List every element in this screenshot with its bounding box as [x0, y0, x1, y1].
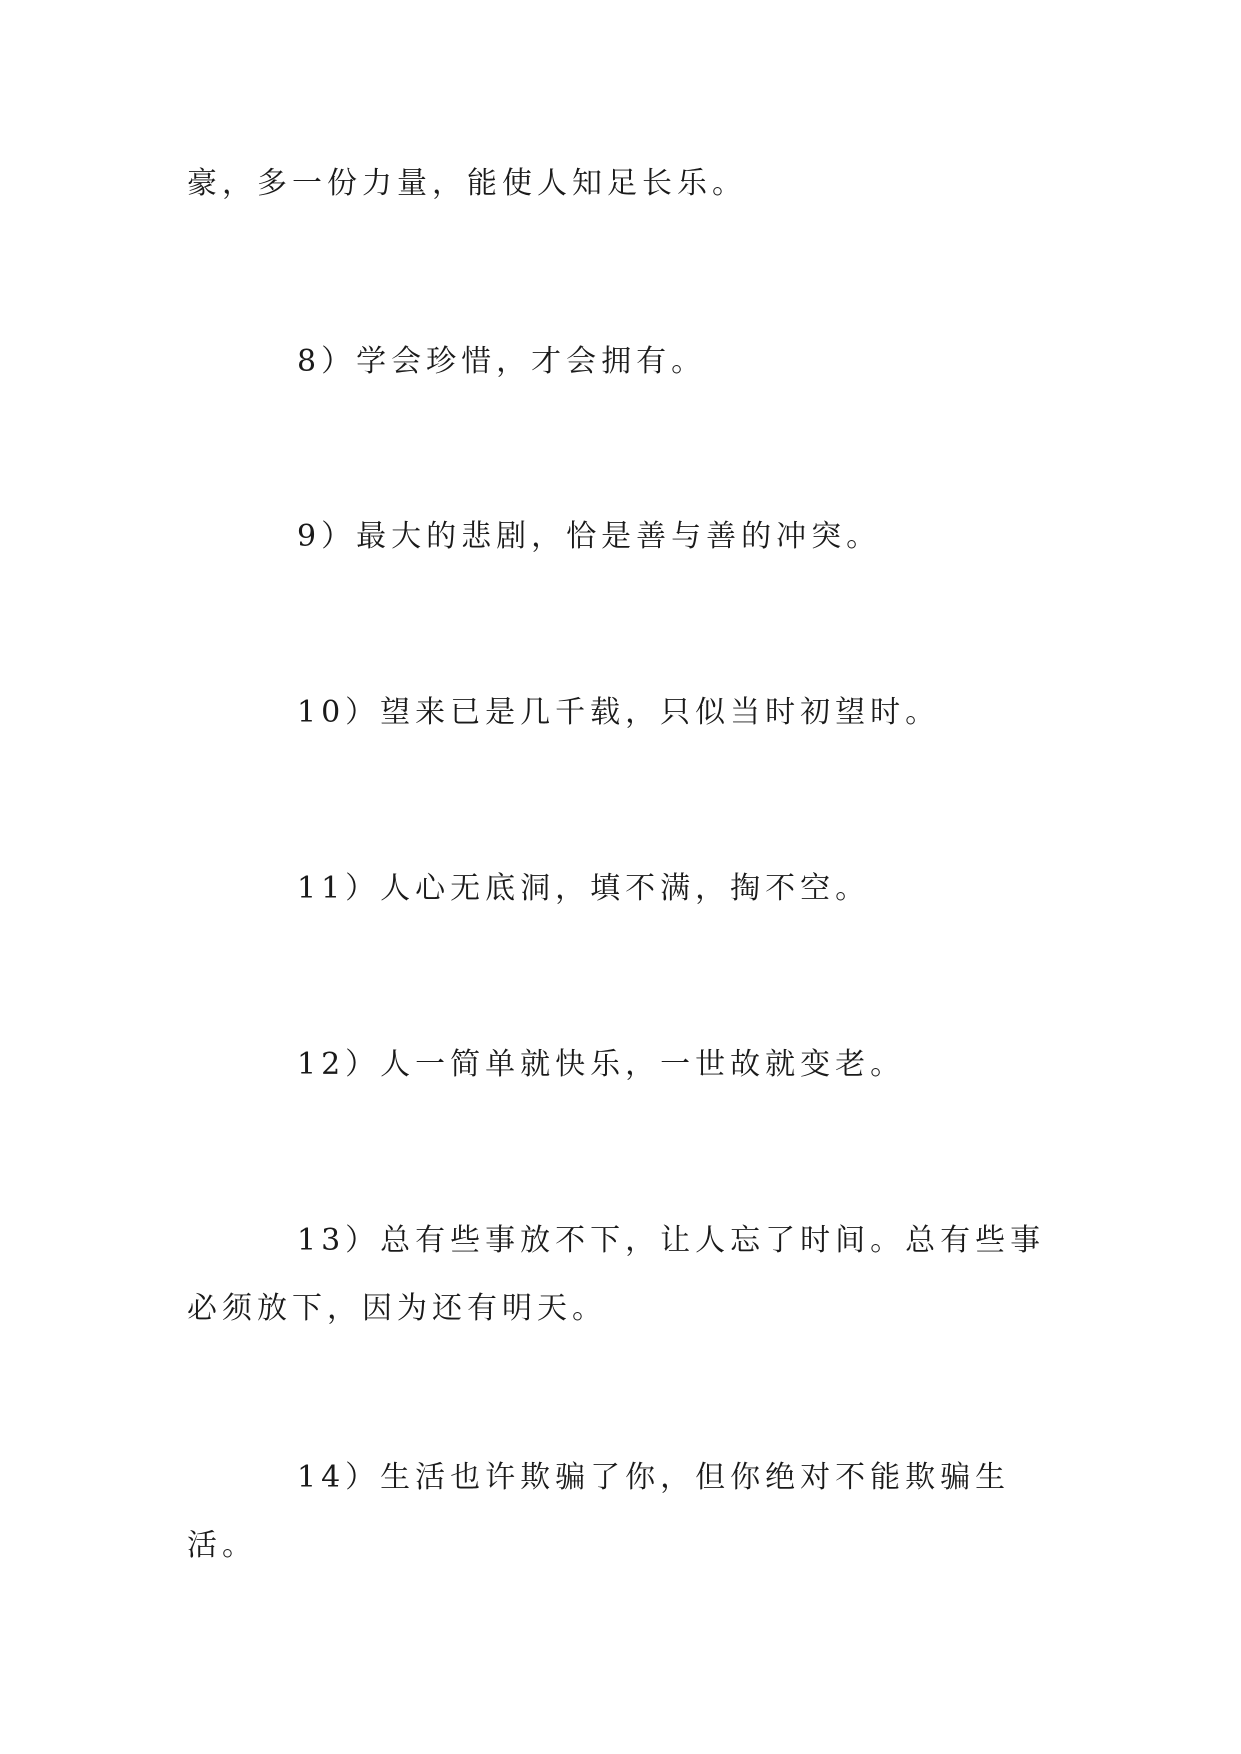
quote-item-9: 9）最大的悲剧，恰是善与善的冲突。: [297, 519, 882, 554]
quote-item-13: 13）总有些事放不下，让人忘了时间。总有些事必须放下，因为还有明天。: [187, 1223, 1046, 1326]
quote-item-14: 14）生活也许欺骗了你，但你绝对不能欺骗生活。: [187, 1460, 1011, 1563]
quote-item-11: 11）人心无底洞，填不满，掏不空。: [297, 871, 871, 906]
quote-item-12: 12）人一简单就快乐，一世故就变老。: [297, 1047, 906, 1082]
paragraph-continuation: 豪，多一份力量，能使人知足长乐。: [187, 166, 747, 201]
quote-item-8: 8）学会珍惜，才会拥有。: [297, 344, 707, 379]
quote-item-10: 10）望来已是几千载，只似当时初望时。: [297, 695, 941, 730]
